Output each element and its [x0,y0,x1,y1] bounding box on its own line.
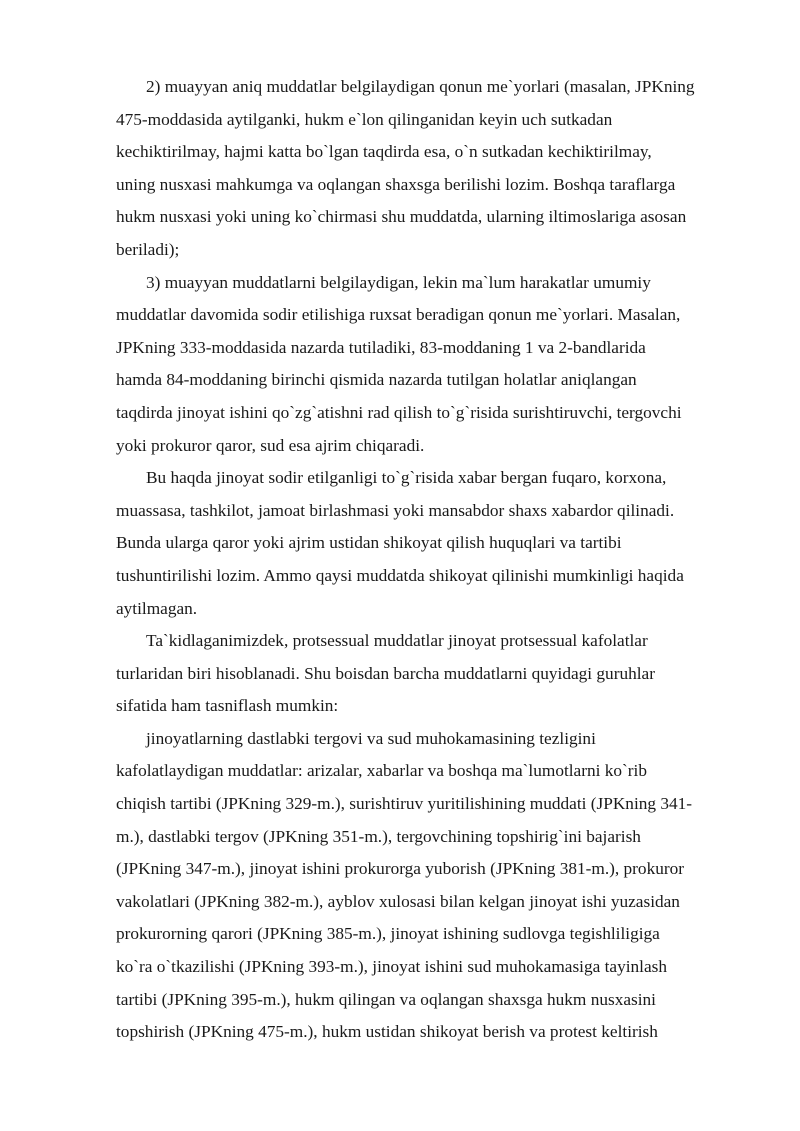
text-line: vakolatlari (JPKning 382-m.), ayblov xulosasi bilan kelgan jinoyat ishi yuzasidan [116,891,680,911]
text-line: m.), dastlabki tergov (JPKning 351-m.), tergovchining topshirig`ini bajarish [116,826,641,846]
paragraph-first-line: 3) muayyan muddatlarni belgilaydigan, lekin ma`lum harakatlar umumiy [146,272,651,292]
text-line: taqdirda jinoyat ishini qo`zg`atishni rad qilish to`g`risida surishtiruvchi, tergovchi [116,402,682,422]
text-line: hukm nusxasi yoki uning ko`chirmasi shu muddatda, ularning iltimoslariga asosan [116,207,687,227]
text-line: prokurorning qarori (JPKning 385-m.), jinoyat ishining sudlovga tegishliligiga [116,924,660,944]
text-line: kafolatlaydigan muddatlar: arizalar, xabarlar va boshqa ma`lumotlarni ko`rib [116,761,647,781]
text-line: sifatida ham tasniflash mumkin: [116,696,339,716]
text-line: topshirish (JPKning 475-m.), hukm ustidan shikoyat berish va protest keltirish [116,1022,658,1042]
text-line: yoki prokuror qaror, sud esa ajrim chiqaradi. [116,435,425,455]
paragraph-first-line: Bu haqda jinoyat sodir etilganligi to`g`risida xabar bergan fuqaro, korxona, [146,468,667,488]
body-text [116,71,746,1049]
text-line: chiqish tartibi (JPKning 329-m.), surishtiruv yuritilishining muddati (JPKning 341- [116,794,693,814]
text-line: ko`ra o`tkazilishi (JPKning 393-m.), jinoyat ishini sud muhokamasiga tayinlash [116,957,668,977]
text-line: beriladi); [116,239,180,259]
text-line: 475-moddasida aytilganki, hukm e`lon qilinganidan keyin uch sutkadan [116,109,613,129]
text-line: turlaridan biri hisoblanadi. Shu boisdan barcha muddatlarni quyidagi guruhlar [116,663,655,683]
text-line: Bunda ularga qaror yoki ajrim ustidan shikoyat qilish huquqlari va tartibi [116,533,622,553]
text-line: muassasa, tashkilot, jamoat birlashmasi yoki mansabdor shaxs xabardor qilinadi. [116,500,675,520]
paragraph-first-line: Ta`kidlaganimizdek, protsessual muddatlar jinoyat protsessual kafolatlar [146,631,648,651]
text-line: kechiktirilmay, hajmi katta bo`lgan taqdirda esa, o`n sutkadan kechiktirilmay, [116,142,652,162]
text-line: uning nusxasi mahkumga va oqlangan shaxsga berilishi lozim. Boshqa taraflarga [116,174,676,194]
paragraph-first-line: 2) muayyan aniq muddatlar belgilaydigan qonun me`yorlari (masalan, JPKning [146,77,695,96]
text-line: aytilmagan. [116,598,198,618]
text-line: JPKning 333-moddasida nazarda tutiladiki, 83-moddaning 1 va 2-bandlarida [116,337,646,357]
text-line: hamda 84-moddaning birinchi qismida nazarda tutilgan holatlar aniqlangan [116,370,637,390]
text-line: (JPKning 347-m.), jinoyat ishini prokurorga yuborish (JPKning 381-m.), prokuror [116,859,685,879]
text-line: tushuntirilishi lozim. Ammo qaysi muddatda shikoyat qilinishi mumkinligi haqida [116,565,684,585]
text-line: muddatlar davomida sodir etilishiga ruxsat beradigan qonun me`yorlari. Masalan, [116,305,681,325]
text-line: tartibi (JPKning 395-m.), hukm qilingan va oqlangan shaxsga hukm nusxasini [116,989,656,1009]
paragraph-first-line: jinoyatlarning dastlabki tergovi va sud muhokamasining tezligini [146,728,596,748]
